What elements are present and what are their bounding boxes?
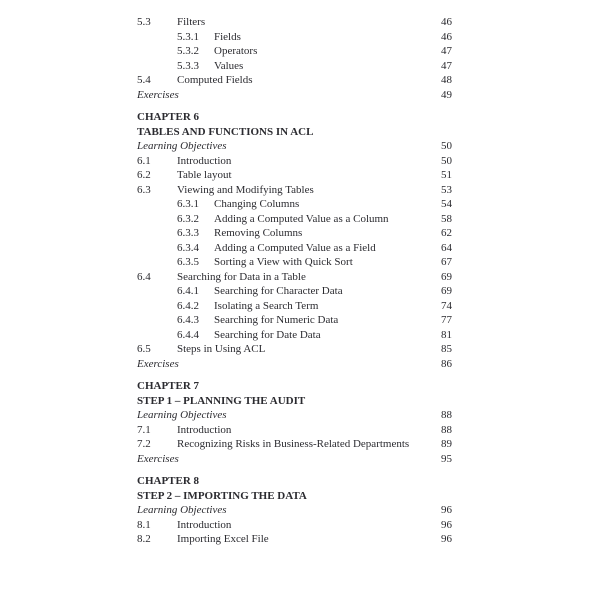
entry-title: Introduction [177, 518, 232, 531]
toc-row [137, 270, 452, 285]
chapter-title-heading: STEP 1 – PLANNING THE AUDIT [137, 394, 306, 407]
entry-title: Viewing and Modifying Tables [177, 183, 314, 196]
entry-title: Fields [214, 30, 241, 43]
section-number: 6.5 [137, 343, 151, 355]
page-number: 96 [441, 518, 452, 531]
chapter-number-heading: CHAPTER 8 [137, 475, 200, 487]
toc-row [137, 59, 452, 74]
entry-title-italic: Learning Objectives [137, 409, 227, 421]
entry-title: Importing Excel File [177, 533, 269, 545]
toc-row [137, 183, 452, 198]
page-number: 85 [441, 343, 452, 355]
entry-title: Introduction [177, 154, 232, 167]
section-number: 5.3 [137, 16, 151, 28]
chapter-title-row [137, 489, 452, 504]
page-number: 89 [441, 438, 452, 450]
entry-title: Adding a Computed Value as a Column [214, 212, 389, 225]
toc-row [137, 328, 452, 343]
chapter-title-row [137, 394, 452, 409]
toc-row [137, 44, 452, 59]
subsection-number: 6.3.2 [177, 212, 199, 225]
entry-title: Searching for Character Data [214, 285, 343, 297]
page-number: 53 [441, 183, 452, 196]
page-number: 96 [441, 504, 452, 516]
entry-title-italic: Learning Objectives [137, 504, 227, 516]
subsection-number: 6.3.5 [177, 256, 199, 268]
toc-row [137, 357, 452, 372]
entry-title: Changing Columns [214, 198, 300, 210]
page-number: 47 [441, 59, 452, 72]
chapter-heading-row [137, 110, 452, 125]
toc-row [137, 15, 452, 30]
entry-title: Computed Fields [177, 74, 253, 86]
toc-row [137, 73, 452, 88]
toc-row [137, 284, 452, 299]
entry-title: Introduction [177, 423, 232, 436]
toc-row [137, 452, 452, 467]
page-number: 69 [441, 270, 452, 283]
chapter-number-heading: CHAPTER 7 [137, 380, 200, 392]
page-number: 88 [441, 409, 452, 421]
chapter-title-heading: STEP 2 – IMPORTING THE DATA [137, 489, 307, 502]
subsection-number: 6.3.1 [177, 198, 199, 210]
page-number: 50 [441, 154, 452, 167]
toc-row [137, 30, 452, 45]
section-number: 6.2 [137, 169, 151, 181]
toc-row [137, 518, 452, 533]
page-number: 50 [441, 140, 452, 152]
toc-section [137, 110, 452, 371]
subsection-number: 5.3.1 [177, 30, 199, 43]
entry-title: Steps in Using ACL [177, 343, 266, 355]
toc-row [137, 408, 452, 423]
entry-title: Sorting a View with Quick Sort [214, 256, 353, 268]
toc-section [137, 15, 452, 102]
toc-row [137, 423, 452, 438]
page-number: 86 [441, 357, 452, 370]
subsection-number: 5.3.2 [177, 45, 199, 57]
chapter-heading-row [137, 474, 452, 489]
toc-row [137, 437, 452, 452]
page-number: 48 [441, 74, 452, 86]
toc-row [137, 503, 452, 518]
toc-row [137, 342, 452, 357]
toc-section [137, 379, 452, 466]
subsection-number: 6.4.2 [177, 299, 199, 312]
toc-row [137, 299, 452, 314]
entry-title-italic: Learning Objectives [137, 140, 227, 152]
entry-title: Searching for Data in a Table [177, 270, 306, 283]
page-number: 95 [441, 452, 452, 465]
toc-row [137, 197, 452, 212]
page-number: 69 [441, 285, 452, 297]
section-number: 8.2 [137, 533, 151, 545]
chapter-title-heading: TABLES AND FUNCTIONS IN ACL [137, 125, 314, 138]
chapter-heading-row [137, 379, 452, 394]
page-number: 77 [441, 314, 452, 326]
page-number: 96 [441, 533, 452, 545]
toc-section [137, 474, 452, 547]
entry-title-italic: Exercises [137, 88, 179, 101]
toc-row [137, 532, 452, 547]
section-number: 7.2 [137, 438, 151, 450]
subsection-number: 6.3.4 [177, 241, 199, 254]
page-number: 88 [441, 423, 452, 436]
page-number: 46 [441, 16, 452, 28]
section-number: 6.1 [137, 154, 151, 167]
page-number: 58 [441, 212, 452, 225]
section-number: 5.4 [137, 74, 151, 86]
toc-row [137, 139, 452, 154]
chapter-title-row [137, 125, 452, 140]
section-number: 8.1 [137, 518, 151, 531]
subsection-number: 6.4.4 [177, 328, 199, 341]
subsection-number: 5.3.3 [177, 59, 199, 72]
toc-row [137, 168, 452, 183]
toc-row [137, 212, 452, 227]
entry-title: Operators [214, 45, 258, 57]
section-number: 6.4 [137, 270, 151, 283]
toc-row [137, 241, 452, 256]
entry-title: Searching for Date Data [214, 328, 321, 341]
toc-row [137, 88, 452, 103]
entry-title: Filters [177, 16, 206, 28]
toc-row [137, 154, 452, 169]
page-number: 74 [441, 299, 452, 312]
entry-title: Removing Columns [214, 227, 303, 239]
page-number: 67 [441, 256, 452, 268]
toc-row [137, 255, 452, 270]
page-number: 51 [441, 169, 452, 181]
entry-title: Values [214, 59, 244, 72]
subsection-number: 6.3.3 [177, 227, 199, 239]
entry-title-italic: Exercises [137, 357, 179, 370]
toc-row [137, 313, 452, 328]
section-number: 7.1 [137, 423, 151, 436]
section-number: 6.3 [137, 183, 151, 196]
entry-title-italic: Exercises [137, 452, 179, 465]
page-number: 47 [441, 45, 452, 57]
page-number: 81 [441, 328, 452, 341]
page-number: 62 [441, 227, 452, 239]
chapter-number-heading: CHAPTER 6 [137, 111, 200, 123]
entry-title: Isolating a Search Term [214, 299, 319, 312]
entry-title: Recognizing Risks in Business-Related Departments [177, 438, 410, 450]
subsection-number: 6.4.3 [177, 314, 199, 326]
page-number: 64 [441, 241, 452, 254]
page-number: 49 [441, 88, 452, 101]
toc-list [137, 15, 452, 547]
toc-row [137, 226, 452, 241]
entry-title: Adding a Computed Value as a Field [214, 241, 376, 254]
page-number: 46 [441, 30, 452, 43]
entry-title: Searching for Numeric Data [214, 314, 339, 326]
subsection-number: 6.4.1 [177, 285, 199, 297]
page-number: 54 [441, 198, 452, 210]
entry-title: Table layout [177, 169, 232, 181]
